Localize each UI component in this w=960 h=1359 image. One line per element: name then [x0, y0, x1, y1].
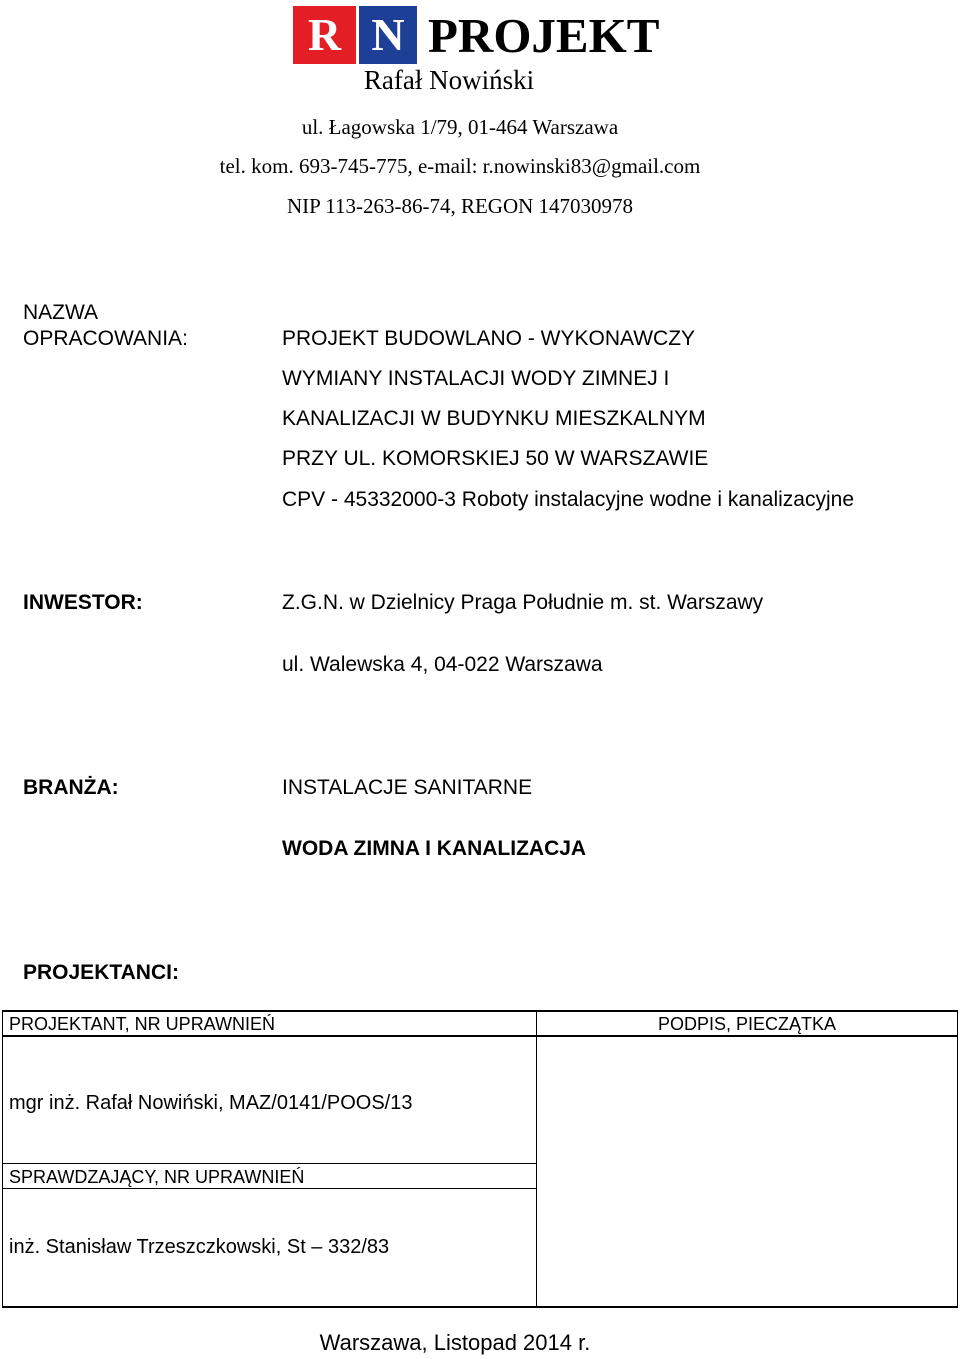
designers-label: PROJEKTANCI:	[23, 961, 179, 984]
company-address: ul. Łagowska 1/79, 01-464 Warszawa	[301, 115, 619, 139]
branch-label: BRANŻA:	[23, 776, 119, 799]
table-top-border	[2, 1010, 958, 1012]
title-line-3: KANALIZACJI W BUDYNKU MIESZKALNYM	[282, 407, 706, 430]
col-header-signature: PODPIS, PIECZĄTKA	[657, 1014, 837, 1034]
checker-header: SPRAWDZAJĄCY, NR UPRAWNIEŃ	[9, 1167, 305, 1187]
company-tax-ids: NIP 113-263-86-74, REGON 147030978	[286, 194, 634, 218]
checker-entry: inż. Stanisław Trzeszczkowski, St – 332/83	[9, 1236, 390, 1258]
table-middle-border	[536, 1010, 537, 1308]
designer-entry: mgr inż. Rafał Nowiński, MAZ/0141/POOS/13	[9, 1092, 413, 1114]
title-line-1: PROJEKT BUDOWLANO - WYKONAWCZY	[282, 327, 696, 350]
title-label-line1: NAZWA	[23, 301, 99, 324]
logo-r-block: R	[293, 6, 356, 64]
investor-name: Z.G.N. w Dzielnicy Praga Południe m. st. Warszawy	[282, 591, 764, 614]
table-right-border	[957, 1010, 958, 1308]
table-bottom-border	[2, 1306, 958, 1308]
investor-address: ul. Walewska 4, 04-022 Warszawa	[282, 653, 603, 676]
table-left-border	[2, 1010, 3, 1308]
title-label-line2: OPRACOWANIA:	[23, 327, 188, 350]
table-row-divider-1	[2, 1163, 536, 1164]
branch-line-2: WODA ZIMNA I KANALIZACJA	[282, 837, 587, 860]
company-contact: tel. kom. 693-745-775, e-mail: r.nowinski83@gmail.com	[219, 154, 701, 178]
logo-n-block: N	[359, 6, 417, 64]
logo-word: PROJEKT	[428, 8, 660, 63]
place-date: Warszawa, Listopad 2014 r.	[319, 1330, 591, 1355]
table-header-border	[2, 1035, 958, 1037]
col-header-designer: PROJEKTANT, NR UPRAWNIEŃ	[9, 1014, 276, 1034]
company-owner: Rafał Nowiński	[363, 65, 535, 95]
cpv-code: CPV - 45332000-3 Roboty instalacyjne wodne i kanalizacyjne	[282, 488, 855, 511]
title-line-4: PRZY UL. KOMORSKIEJ 50 W WARSZAWIE	[282, 447, 709, 470]
branch-line-1: INSTALACJE SANITARNE	[282, 776, 533, 799]
investor-label: INWESTOR:	[23, 591, 143, 614]
title-line-2: WYMIANY INSTALACJI WODY ZIMNEJ I	[282, 367, 670, 390]
table-row-divider-2	[2, 1188, 536, 1189]
